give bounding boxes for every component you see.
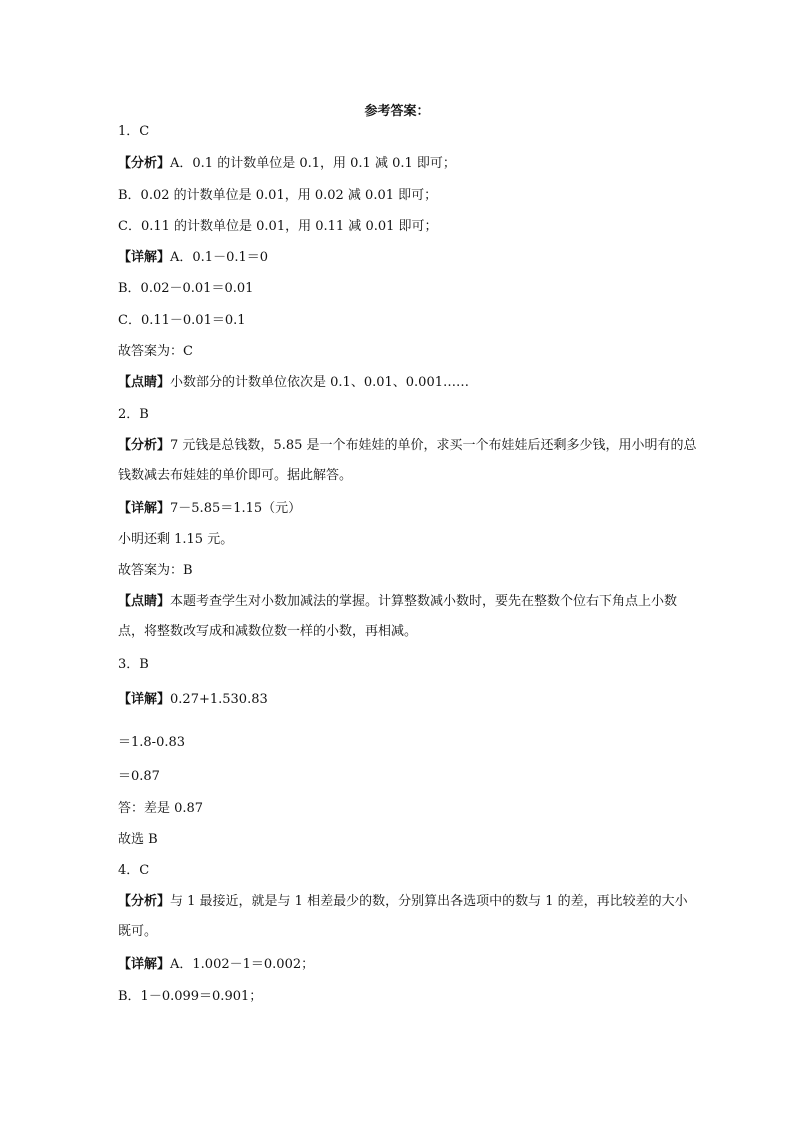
text-line: ＝1.8-0.83 (118, 735, 186, 750)
detail-line: 【详解】0.27+1.530.83 (118, 692, 268, 707)
answer-line: 故答案为：C (118, 344, 193, 359)
text-line: ＝0.87 (118, 769, 160, 784)
answer-number-1: 1．C (118, 124, 150, 139)
text-line: B．0.02－0.01＝0.01 (118, 281, 254, 296)
comment-paragraph: 【点睛】本题考查学生对小数加减法的掌握。计算整数减小数时，要先在整数个位右下角点上小数点，将整数改写成和减数位数一样的小数，再相减。 (118, 594, 678, 639)
text-line: C．0.11－0.01＝0.1 (118, 313, 246, 328)
answer-number-4: 4．C (118, 863, 150, 878)
answer-number-2: 2．B (118, 407, 149, 422)
text-line: B．1－0.099＝0.901； (118, 989, 263, 1004)
answer-number-3: 3．B (118, 657, 149, 672)
page-title: 参考答案： (364, 104, 430, 119)
comment-line: 【点睛】小数部分的计数单位依次是 0.1、0.01、0.001…… (118, 375, 469, 390)
text-line: 答：差是 0.87 (118, 801, 204, 816)
detail-line: 【详解】7－5.85＝1.15（元） (118, 501, 302, 516)
detail-line: 【详解】A．1.002－1＝0.002； (118, 957, 315, 972)
text-line: 小明还剩 1.15 元。 (118, 532, 234, 547)
answer-line: 故选 B (118, 832, 158, 847)
analysis-paragraph: 【分析】7 元钱是总钱数，5.85 是一个布娃娃的单价，求买一个布娃娃后还剩多少钱，用小明有的总钱数减去布娃娃的单价即可。据此解答。 (118, 438, 697, 483)
analysis-paragraph: 【分析】与 1 最接近，就是与 1 相差最少的数，分别算出各选项中的数与 1 的差，再比较差的大小既可。 (118, 894, 688, 939)
text-line: C．0.11 的计数单位是 0.01，用 0.11 减 0.01 即可； (118, 219, 438, 234)
detail-line: 【详解】A．0.1－0.1＝0 (118, 250, 269, 265)
answer-line: 故答案为：B (118, 563, 193, 578)
analysis-line: 【分析】A．0.1 的计数单位是 0.1，用 0.1 减 0.1 即可； (118, 156, 456, 171)
text-line: B．0.02 的计数单位是 0.01，用 0.02 减 0.01 即可； (118, 188, 438, 203)
